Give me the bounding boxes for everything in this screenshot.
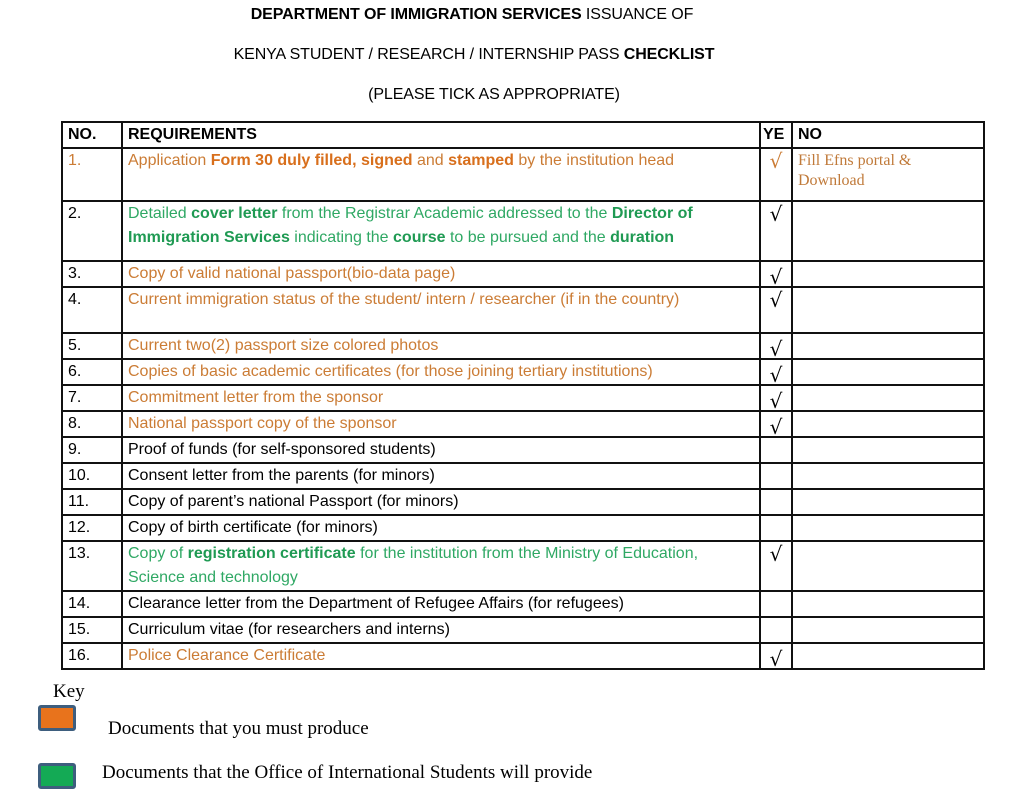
key-swatch-green [38,763,76,789]
requirement-text: Police Clearance Certificate [122,643,760,669]
requirement-fragment: for the institution from the Ministry of Education, Science and technology [128,545,699,586]
requirement-emphasis: duration [610,229,675,246]
requirement-emphasis: course [393,229,446,246]
no-checkbox-cell[interactable] [792,261,984,287]
requirement-fragment: Copy of [128,545,188,562]
yes-checkbox-cell[interactable] [760,333,792,359]
key-label-must-produce: Documents that you must produce [108,718,369,739]
tick-mark-icon: √ [769,389,783,413]
requirement-text: Clearance letter from the Department of Refugee Affairs (for refugees) [122,591,760,617]
title-line-2 [0,45,986,65]
yes-checkbox-cell[interactable] [760,541,792,591]
yes-checkbox-cell[interactable] [760,385,792,411]
tick-mark-icon: √ [769,202,783,226]
table-row [62,437,984,463]
requirement-text: Consent letter from the parents (for minors) [122,463,760,489]
title-instruction: (PLEASE TICK AS APPROPRIATE) [368,86,620,103]
yes-checkbox-cell[interactable] [760,201,792,261]
table-row [62,411,984,437]
row-number: 15. [62,617,122,643]
row-number: 3. [62,261,122,287]
header-yes: YE [760,122,792,148]
requirement-text: Copy of parent’s national Passport (for minors) [122,489,760,515]
yes-checkbox-cell[interactable] [760,261,792,287]
tick-mark-icon: √ [769,542,783,566]
yes-checkbox-cell[interactable] [760,617,792,643]
title-pass-type: KENYA STUDENT / RESEARCH / INTERNSHIP PASS [233,46,624,63]
no-checkbox-cell[interactable] [792,201,984,261]
header-requirements: REQUIREMENTS [122,122,760,148]
requirement-text: National passport copy of the sponsor [122,411,760,437]
requirement-fragment: by the institution head [513,152,675,169]
row-number: 10. [62,463,122,489]
no-checkbox-cell[interactable] [792,643,984,669]
no-checkbox-cell[interactable] [792,437,984,463]
table-row [62,385,984,411]
tick-mark-icon: √ [769,265,783,289]
requirement-text: Curriculum vitae (for researchers and interns) [122,617,760,643]
requirement-text: Copy of valid national passport(bio-data page) [122,261,760,287]
yes-checkbox-cell[interactable] [760,515,792,541]
no-checkbox-cell[interactable] [792,287,984,333]
table-row [62,643,984,669]
key-swatch-orange [38,705,76,731]
no-checkbox-cell[interactable] [792,541,984,591]
requirement-fragment: to be pursued and the [445,229,611,246]
row-number: 4. [62,287,122,333]
no-checkbox-cell[interactable] [792,463,984,489]
table-header-row [62,122,984,148]
tick-mark-icon: √ [769,363,783,387]
requirement-text: Copy of birth certificate (for minors) [122,515,760,541]
requirement-fragment: and [412,152,449,169]
requirement-text: Current immigration status of the student/ intern / researcher (if in the country) [122,287,760,333]
tick-mark-icon: √ [769,415,783,439]
table-row [62,489,984,515]
row-number: 8. [62,411,122,437]
requirement-emphasis: stamped [448,152,514,169]
no-checkbox-cell[interactable] [792,591,984,617]
row-number: 11. [62,489,122,515]
row-number: 9. [62,437,122,463]
key-title: Key [53,681,85,702]
row-number: 5. [62,333,122,359]
table-row [62,515,984,541]
table-row [62,359,984,385]
row-number: 7. [62,385,122,411]
table-row [62,287,984,333]
title-issuance: ISSUANCE OF [581,6,694,23]
yes-checkbox-cell[interactable] [760,148,792,201]
table-row [62,148,984,201]
title-department: DEPARTMENT OF IMMIGRATION SERVICES [250,6,582,23]
no-checkbox-cell[interactable] [792,359,984,385]
requirement-emphasis: cover letter [191,205,278,222]
table-row [62,261,984,287]
no-checkbox-cell[interactable]: Fill Efns portal & Download [792,148,984,201]
yes-checkbox-cell[interactable] [760,359,792,385]
requirement-text: Proof of funds (for self-sponsored students) [122,437,760,463]
requirement-text [122,201,760,261]
table-row [62,617,984,643]
no-checkbox-cell[interactable] [792,333,984,359]
requirement-text [122,541,760,591]
requirement-text: Copies of basic academic certificates (for those joining tertiary institutions) [122,359,760,385]
table-row [62,333,984,359]
requirement-fragment: from the Registrar Academic addressed to the [277,205,612,222]
row-number: 12. [62,515,122,541]
row-number: 13. [62,541,122,591]
no-checkbox-cell[interactable] [792,515,984,541]
title-checklist: CHECKLIST [623,46,715,63]
requirement-text [122,148,760,201]
requirement-fragment: Application [128,152,211,169]
table-row [62,201,984,261]
requirement-fragment: indicating the [289,229,394,246]
requirement-emphasis: registration certificate [187,545,356,562]
row-number: 16. [62,643,122,669]
tick-mark-icon: √ [769,647,783,671]
table-row [62,541,984,591]
tick-mark-icon: √ [769,337,783,361]
header-no: NO. [62,122,122,148]
row-number: 6. [62,359,122,385]
row-number: 1. [62,148,122,201]
table-row [62,591,984,617]
requirement-text: Current two(2) passport size colored photos [122,333,760,359]
yes-checkbox-cell[interactable] [760,463,792,489]
header-no-column: NO [792,122,984,148]
requirement-emphasis: Form 30 duly filled, signed [210,152,413,169]
no-checkbox-cell[interactable] [792,385,984,411]
yes-checkbox-cell[interactable] [760,643,792,669]
requirements-table [61,121,985,670]
table-row [62,463,984,489]
no-checkbox-cell[interactable] [792,617,984,643]
yes-checkbox-cell[interactable] [760,489,792,515]
tick-mark-icon: √ [769,288,783,312]
row-number: 2. [62,201,122,261]
yes-checkbox-cell[interactable] [760,591,792,617]
requirement-text: Commitment letter from the sponsor [122,385,760,411]
no-checkbox-cell[interactable] [792,411,984,437]
row-number: 14. [62,591,122,617]
yes-checkbox-cell[interactable] [760,411,792,437]
tick-mark-icon: √ [769,149,783,173]
yes-checkbox-cell[interactable] [760,287,792,333]
title-line-1 [0,5,984,25]
yes-checkbox-cell[interactable] [760,437,792,463]
requirement-emphasis: Director of Immigration Services [128,205,693,246]
key-label-office-provides: Documents that the Office of International Students will provide [102,762,593,783]
requirement-fragment: Detailed [128,205,192,222]
no-checkbox-cell[interactable] [792,489,984,515]
